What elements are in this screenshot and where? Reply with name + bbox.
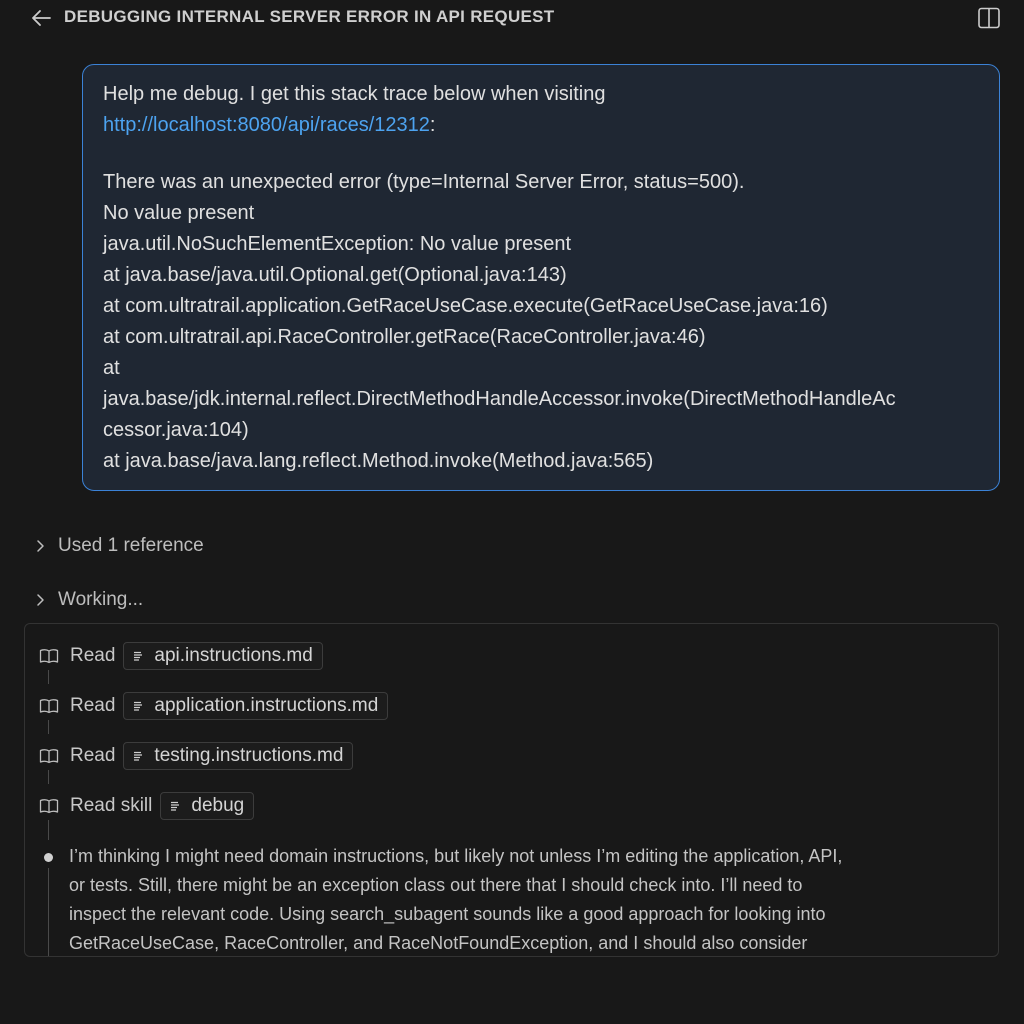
file-name: api.instructions.md — [154, 645, 313, 666]
timeline-connector — [48, 820, 49, 840]
toggle-panel-button[interactable] — [975, 5, 1003, 31]
file-text-icon — [169, 800, 181, 812]
thinking-line: GetRaceUseCase, RaceController, and RaceNotFoundException, and I should also consider — [69, 933, 808, 953]
trace-line: at com.ultratrail.application.GetRaceUseCase.execute(GetRaceUseCase.java:16) — [103, 295, 828, 317]
file-chip[interactable] — [123, 742, 353, 770]
trace-line: at — [103, 357, 120, 379]
chat-header — [0, 0, 1024, 38]
dot-icon — [44, 853, 53, 862]
user-message — [82, 64, 1000, 491]
trace-line: at java.base/java.util.Optional.get(Optional.java:143) — [103, 264, 567, 286]
file-chip[interactable] — [123, 642, 322, 670]
message-intro: Help me debug. I get this stack trace below when visiting — [103, 83, 606, 105]
step-action: Read — [70, 645, 116, 666]
timeline-connector — [48, 670, 49, 684]
file-text-icon — [132, 700, 144, 712]
timeline-connector — [48, 868, 49, 957]
url-link[interactable]: http://localhost:8080/api/races/12312 — [103, 114, 430, 136]
step-action: Read skill — [70, 795, 153, 816]
step-read-skill — [39, 791, 254, 821]
thinking-line: inspect the relevant code. Using search_subagent sounds like a good approach for looking into — [69, 904, 826, 924]
trace-line: No value present — [103, 202, 255, 224]
url-suffix: : — [429, 114, 436, 136]
message-url-line — [103, 110, 979, 141]
thinking-line: or tests. Still, there might be an exception class out there that I should check into. I’ll need to — [69, 875, 803, 895]
trace-line: cessor.java:104) — [103, 419, 249, 441]
trace-line: java.base/jdk.internal.reflect.DirectMethodHandleAccessor.invoke(DirectMethodHandleAc — [103, 388, 896, 410]
trace-line: java.util.NoSuchElementException: No value present — [103, 233, 572, 255]
step-read — [39, 741, 353, 771]
timeline-connector — [48, 720, 49, 734]
page-title: DEBUGGING INTERNAL SERVER ERROR IN API REQUEST — [64, 7, 555, 26]
trace-line: at com.ultratrail.api.RaceController.getRace(RaceController.java:46) — [103, 326, 706, 348]
file-text-icon — [132, 750, 144, 762]
working-label: Working... — [58, 589, 144, 610]
file-chip[interactable] — [123, 692, 388, 720]
book-icon — [39, 747, 59, 765]
split-panel-icon — [977, 7, 1001, 29]
arrow-left-icon — [30, 7, 52, 29]
step-read — [39, 691, 388, 721]
timeline-connector — [48, 770, 49, 784]
chevron-right-icon — [30, 590, 50, 610]
back-button[interactable] — [28, 5, 54, 31]
chevron-right-icon — [30, 536, 50, 556]
references-label: Used 1 reference — [58, 535, 204, 556]
book-icon — [39, 647, 59, 665]
thinking-text — [69, 842, 974, 957]
file-text-icon — [132, 650, 144, 662]
working-toggle[interactable] — [30, 589, 143, 611]
step-action: Read — [70, 745, 116, 766]
file-name: testing.instructions.md — [154, 745, 344, 766]
trace-line: There was an unexpected error (type=Internal Server Error, status=500). — [103, 171, 745, 193]
book-icon — [39, 697, 59, 715]
skill-chip[interactable] — [160, 792, 254, 820]
thinking-line: I’m thinking I might need domain instructions, but likely not unless I’m editing the application, API, — [69, 846, 843, 866]
references-toggle[interactable] — [30, 535, 204, 557]
working-steps-panel — [24, 623, 999, 957]
step-read — [39, 641, 323, 671]
skill-name: debug — [191, 795, 245, 816]
trace-line: at java.base/java.lang.reflect.Method.invoke(Method.java:565) — [103, 450, 654, 472]
paragraph-gap — [103, 141, 979, 167]
step-action: Read — [70, 695, 116, 716]
book-icon — [39, 797, 59, 815]
file-name: application.instructions.md — [154, 695, 379, 716]
